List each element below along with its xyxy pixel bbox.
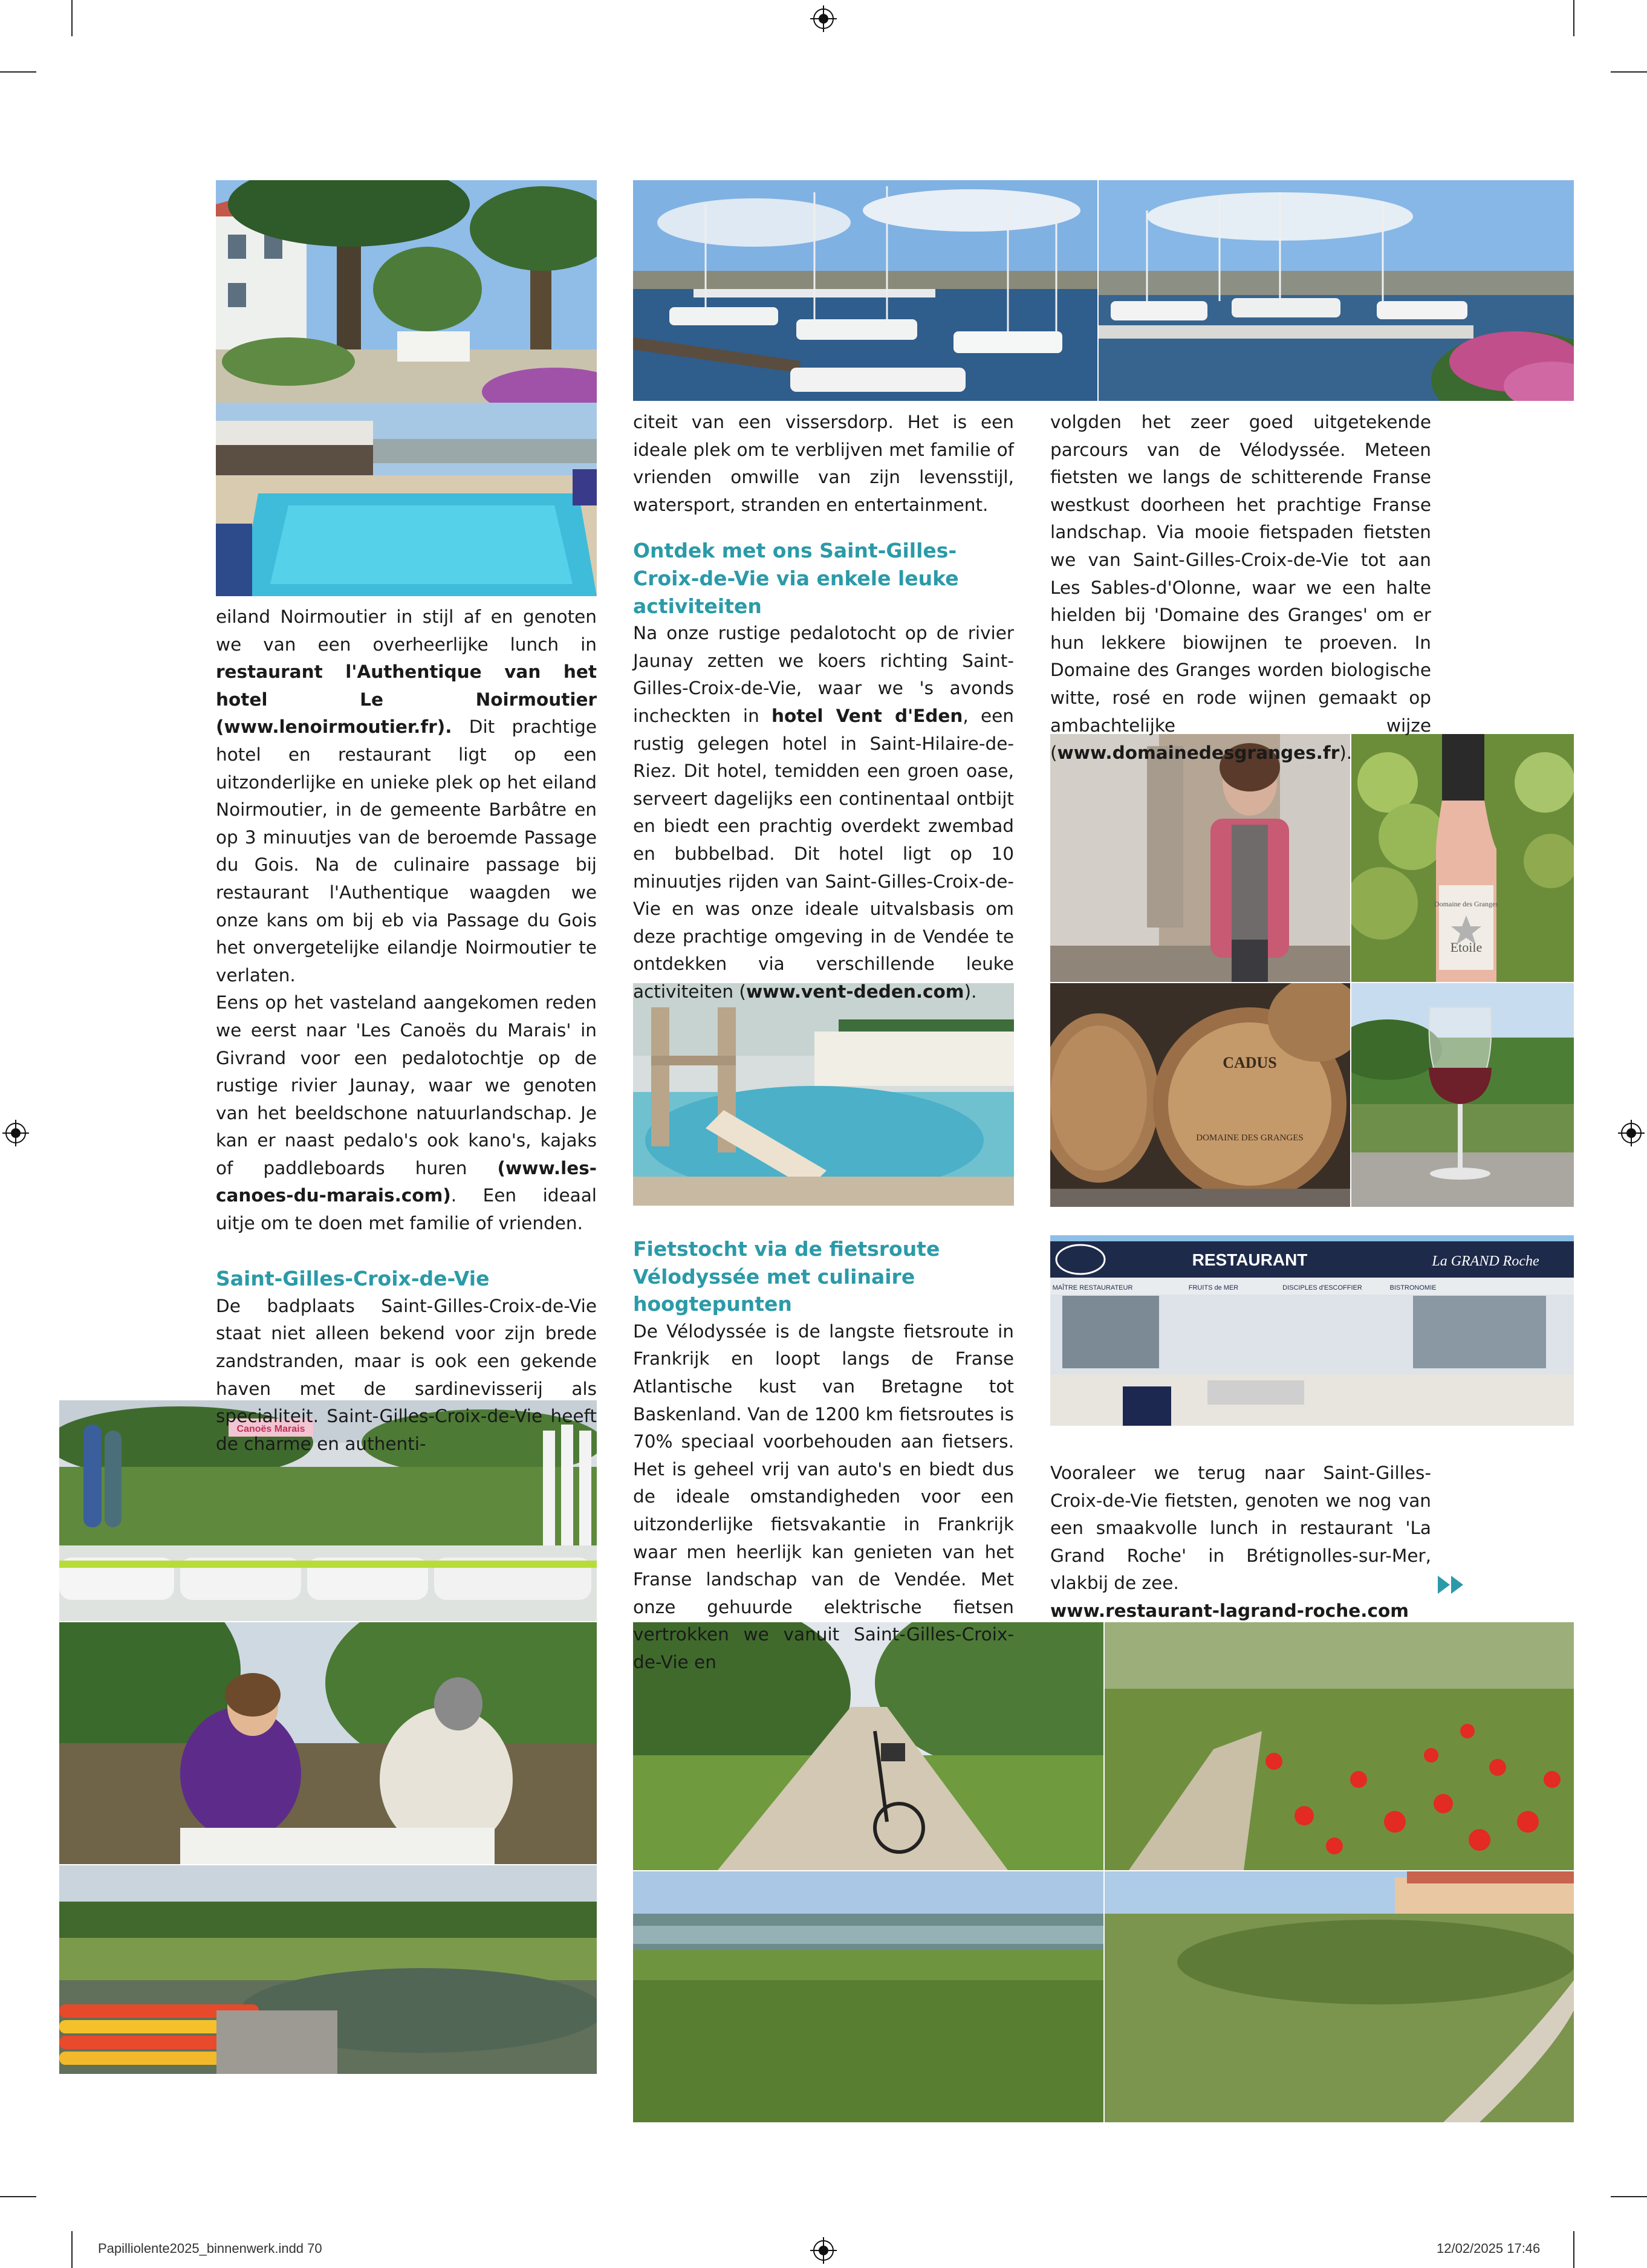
banner-3: DISCIPLES d'ESCOFFIER — [1282, 1284, 1362, 1292]
wine-label: Etoile — [1450, 940, 1483, 955]
kayaks-river-photo — [59, 1865, 597, 2074]
registration-mark-icon — [810, 2237, 837, 2264]
text-column-3 — [1050, 409, 1431, 767]
marina-photo — [633, 180, 1097, 401]
barrel-label-1: CADUS — [1223, 1054, 1277, 1071]
hotel-pool-photo — [216, 403, 597, 596]
banner-2: FRUITS de MER — [1188, 1284, 1239, 1292]
next-page-arrows-icon — [1438, 1576, 1464, 1594]
crop-mark — [1573, 2231, 1574, 2268]
section-heading: Saint-Gilles-Croix-de-Vie — [216, 1267, 490, 1291]
crop-mark — [1611, 71, 1647, 73]
banner-4: BISTRONOMIE — [1389, 1284, 1437, 1292]
paragraph: De Vélodyssée is de langste fietsroute in Frankrijk en loopt langs de Franse Atlantische kust van Bretagne tot Baskenland. Van de 1200 km fietsroutes is 70% speciaal voorbehouden aan fietsers. Het is geheel vrij van auto's en biedt dus de ideale omstandigheden voor een uitzonderlijke fietsvakantie in Frankrijk waar men heerlijk kan genieten van het Franse landschap van de Vendée. Met onze gehuurde elektrische fietsen vertrokken we vanuit Saint-Gilles-Croix-de-Vie en — [633, 1321, 1014, 1672]
crop-mark — [0, 71, 36, 73]
text-column-2 — [633, 409, 1014, 1006]
crop-mark — [71, 2231, 73, 2268]
barrel-label-2: DOMAINE DES GRANGES — [1196, 1133, 1304, 1143]
grand-roche-sign: La GRAND Roche — [1432, 1253, 1539, 1269]
canoes-sign: Canoës Marais — [236, 1424, 305, 1434]
coast-grassland-photo — [633, 1871, 1103, 2122]
text-column-1 — [216, 603, 597, 1458]
crop-mark — [71, 0, 73, 36]
restaurant-link[interactable]: www.restaurant-lagrand-roche.com — [1050, 1600, 1409, 1621]
poppies-field-photo — [1105, 1622, 1574, 1870]
crop-mark — [1573, 0, 1574, 36]
registration-mark-icon — [2, 1120, 29, 1146]
paragraph: citeit van een vissersdorp. Het is een ideale plek om te verblijven met familie of vrienden omwille van zijn levensstijl, watersport, stranden en entertainment. — [633, 412, 1014, 515]
pedalo-boating-photo — [59, 1622, 597, 1864]
section-heading: Ontdek met ons Saint-Gilles-Croix-de-Vie via enkele leuke activiteiten — [633, 539, 959, 618]
crop-mark — [1611, 2196, 1647, 2197]
marina-flowers-photo — [1099, 180, 1574, 401]
paragraph: eiland Noirmoutier in stijl af en genoten we van een overheerlijke lunch in restaurant l'Authentique van het hotel Le Noirmoutier (www.lenoirmoutier.fr). Dit prachtige hotel en restaurant ligt op een uitzonderlijke en unieke plek op het eiland Noirmoutier, in de gemeente Barbâtre en op 3 minuutjes van de beroemde Passage du Gois. Na de culinaire passage bij restaurant l'Authentique waagden we onze kans om bij eb via Passage du Gois het onvergetelijke eilandje Noirmoutier te verlaten. — [216, 606, 597, 986]
text-column-3b — [1050, 1460, 1431, 1625]
hotel-palms-photo — [216, 180, 597, 403]
text-column-2b — [633, 1235, 1014, 1677]
winemaker-photo — [1050, 734, 1350, 982]
paragraph: Eens op het vasteland aangekomen reden we eerst naar 'Les Canoës du Marais' in Givrand voor een pedalotochtje op de rustige rivier Jaunay, waar we genoten van het beeldschone natuurlandschap. Je kan er naast pedalo's ook kano's, kajaks of paddleboards huren (www.les-canoes-du-marais.com). Een ideaal uitje om te doen met familie of vrienden. — [216, 992, 597, 1234]
section-heading: Fietstocht via de fietsroute Vélodyssée met culinaire hoogtepunten — [633, 1237, 940, 1316]
paragraph: De badplaats Saint-Gilles-Croix-de-Vie staat niet alleen bekend voor zijn brede zandstranden, maar is ook een gekende haven met de sardinevisserij als specialiteit. Saint-Gilles-Croix-de-Vie heeft de charme en authenti- — [216, 1295, 597, 1454]
wine-bottle-photo — [1351, 734, 1574, 982]
registration-mark-icon — [1618, 1120, 1645, 1146]
dunes-path-photo — [1105, 1871, 1574, 2122]
wine-barrels-photo — [1050, 983, 1350, 1207]
paragraph: Na onze rustige pedalotocht op de rivier Jaunay zetten we koers richting Saint-Gilles-Croix-de-Vie, waar we 's avonds incheckten in hotel Vent d'Eden, een rustig gelegen hotel in Saint-Hilaire-de-Riez. Dit hotel, temidden een groen oase, serveert dagelijks een continentaal ontbijt en biedt een prachtig overdekt zwembad en bubbelbad. Dit hotel ligt op 10 minuutjes rijden van Saint-Gilles-Croix-de-Vie en was onze ideale uitvalsbasis om deze prachtige omgeving in de Vendée te ontdekken via verschillende leuke activiteiten (www.vent-deden.com). — [633, 623, 1014, 1002]
banner-1: MAÎTRE RESTAURATEUR — [1052, 1284, 1133, 1292]
red-wine-glass-photo — [1351, 983, 1574, 1207]
restaurant-la-grand-roche-photo — [1050, 1235, 1574, 1426]
crop-mark — [0, 2196, 36, 2197]
paragraph: volgden het zeer goed uitgetekende parcours van de Vélodyssée. Meteen fietsten we langs de schitterende Franse westkust doorheen het prachtige Franse landschap. Via mooie fietspaden fietsten we van Saint-Gilles-Croix-de-Vie tot aan Les Sables-d'Olonne, waar we een halte hielden bij 'Domaine des Granges' om er hun lekkere biowijnen te proeven. In Domaine des Granges worden biologische witte, rosé en rode wijnen gemaakt op ambachtelijke wijze (www.domainedesgranges.fr). — [1050, 412, 1431, 764]
slug-file-name: Papilliolente2025_binnenwerk.indd 70 — [98, 2241, 322, 2256]
restaurant-sign: RESTAURANT — [1192, 1250, 1308, 1269]
paragraph: Vooraleer we terug naar Saint-Gilles-Croix-de-Vie fietsten, genoten we nog van een smaakvolle lunch in restaurant 'La Grand Roche' in Brétignolles-sur-Mer, vlakbij de zee. — [1050, 1463, 1431, 1594]
slug-date: 12/02/2025 17:46 — [1437, 2241, 1541, 2256]
indoor-pool-photo — [633, 983, 1014, 1206]
wine-domain-label: Domaine des Granges — [1434, 900, 1498, 908]
registration-mark-icon — [810, 5, 837, 32]
